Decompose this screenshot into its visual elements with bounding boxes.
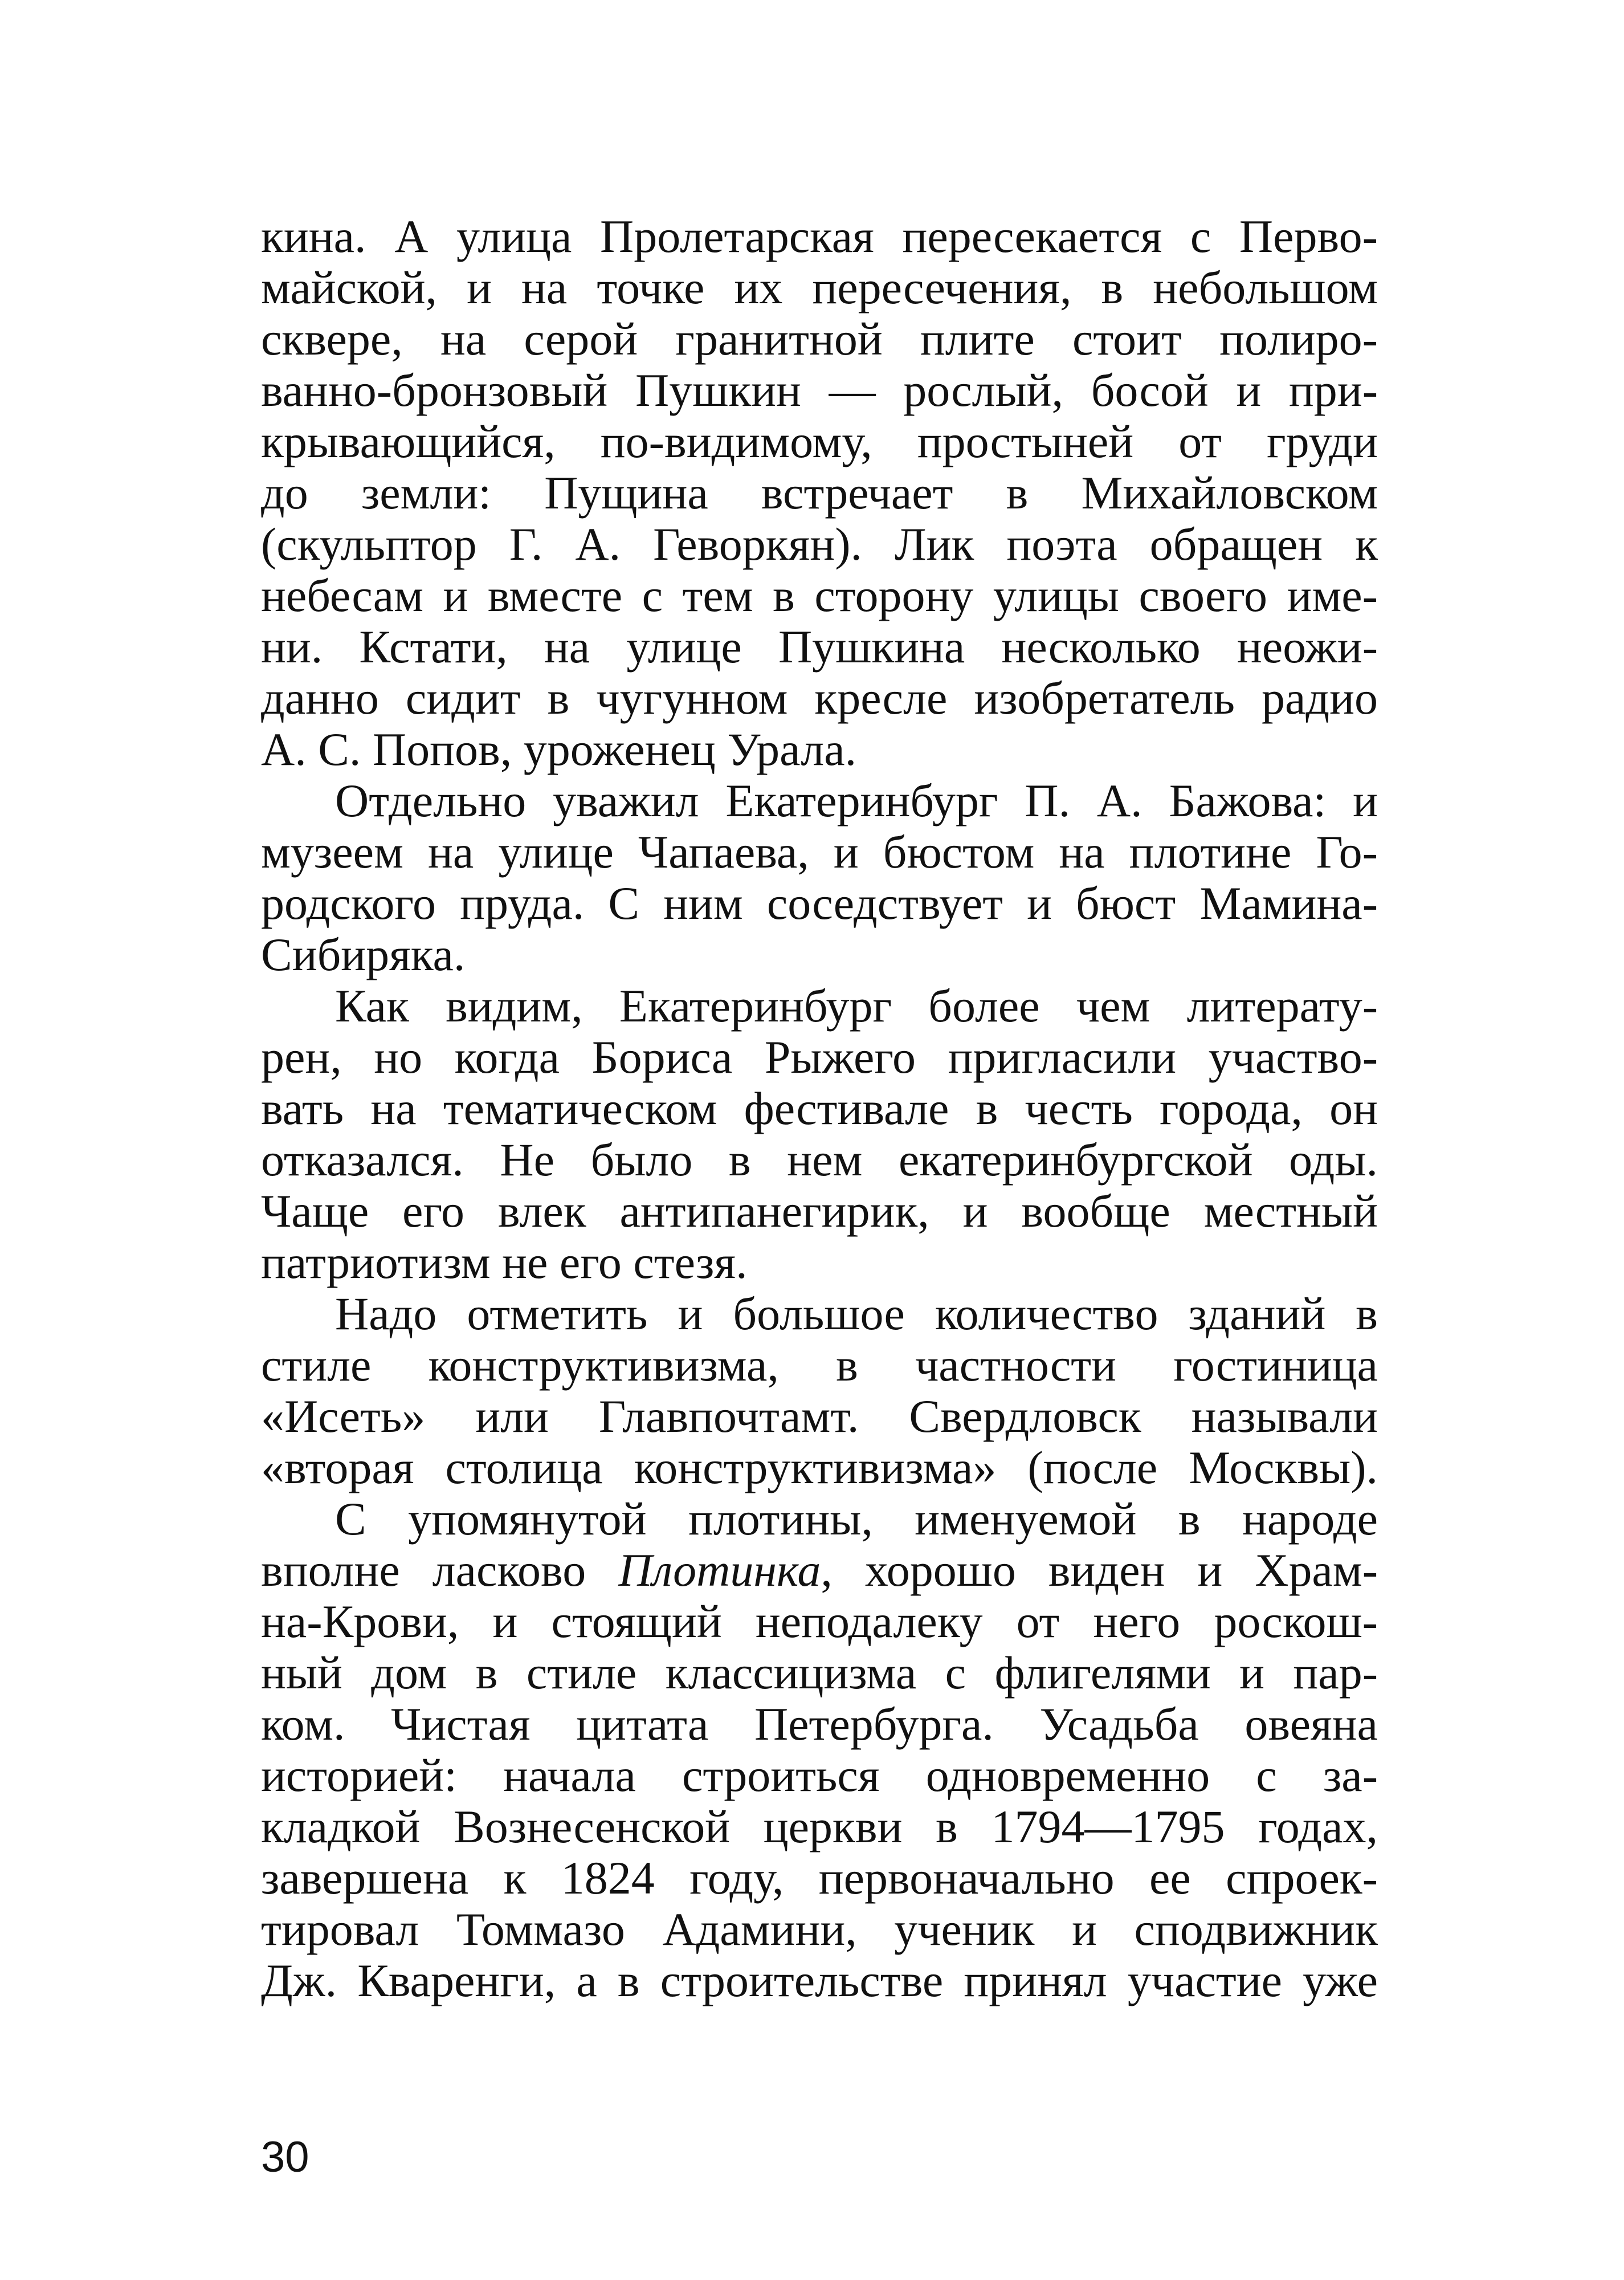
text-line: завершена к 1824 году, первоначально ее спроек- (261, 1852, 1378, 1904)
paragraph-2 (261, 775, 1378, 980)
text-line: ком. Чистая цитата Петербурга. Усадьба овеяна (261, 1698, 1378, 1750)
text-line: данно сидит в чугунном кресле изобретатель радио (261, 672, 1378, 724)
text-line: небесам и вместе с тем в сторону улицы своего име- (261, 569, 1378, 621)
text-line: на-Крови, и стоящий неподалеку от него роскош- (261, 1595, 1378, 1647)
paragraph-5 (261, 1493, 1378, 2006)
text-line: рен, но когда Бориса Рыжего пригласили участво- (261, 1031, 1378, 1083)
paragraph-4 (261, 1288, 1378, 1493)
text-line: музеем на улице Чапаева, и бюстом на плотине Го- (261, 826, 1378, 878)
text-line: Отдельно уважил Екатеринбург П. А. Бажова: и (335, 775, 1378, 826)
italic-term: Плотинка (618, 1544, 821, 1596)
text-line: ный дом в стиле классицизма с флигелями и пар- (261, 1647, 1378, 1699)
text-line: Сибиряка. (261, 929, 466, 980)
text-line: майской, и на точке их пересечения, в небольшом (261, 262, 1378, 314)
text-line: С упомянутой плотины, именуемой в народе (335, 1493, 1378, 1545)
text-line: историей: начала строиться одновременно с за- (261, 1749, 1378, 1801)
page-number: 30 (261, 2133, 309, 2181)
text-line: вать на тематическом фестивале в честь города, он (261, 1082, 1378, 1134)
text-line: «Исеть» или Главпочтамт. Свердловск называли (261, 1390, 1378, 1442)
text-line-with-italic (261, 1545, 1378, 1596)
text-line: родского пруда. С ним соседствует и бюст Мамина- (261, 877, 1378, 929)
text-line: отказался. Не было в нем екатеринбургской оды. (261, 1134, 1378, 1186)
text-line: сквере, на серой гранитной плите стоит полиро- (261, 313, 1378, 365)
text-line: Надо отметить и большое количество зданий в (335, 1288, 1378, 1339)
text-segment: , хорошо виден и Храм- (821, 1544, 1378, 1596)
paragraph-1 (261, 211, 1378, 775)
text-line: крывающийся, по-видимому, простыней от груди (261, 416, 1378, 467)
paragraph-3 (261, 980, 1378, 1288)
text-line: стиле конструктивизма, в частности гостиница (261, 1339, 1378, 1391)
text-line: ни. Кстати, на улице Пушкина несколько неожи- (261, 621, 1378, 673)
text-line: кина. А улица Пролетарская пересекается с Перво- (261, 210, 1378, 262)
page-body-text (261, 211, 1378, 2006)
text-line: ванно-бронзовый Пушкин — рослый, босой и при- (261, 364, 1378, 416)
text-line: патриотизм не его стезя. (261, 1236, 748, 1288)
text-line: Чаще его влек антипанегирик, и вообще местный (261, 1185, 1378, 1237)
text-line: тировал Томмазо Адамини, ученик и сподвижник (261, 1903, 1378, 1955)
text-line: кладкой Вознесенской церкви в 1794—1795 годах, (261, 1801, 1378, 1852)
text-line: А. С. Попов, уроженец Урала. (261, 723, 857, 775)
text-line: «вторая столица конструктивизма» (после Москвы). (261, 1442, 1378, 1493)
text-line: Дж. Кваренги, а в строительстве принял участие уже (261, 1955, 1378, 2006)
text-segment: вполне ласково (261, 1544, 619, 1596)
text-line: до земли: Пущина встречает в Михайловском (261, 467, 1378, 519)
text-line: Как видим, Екатеринбург более чем литерату- (335, 980, 1378, 1032)
text-line: (скульптор Г. А. Геворкян). Лик поэта обращен к (261, 518, 1378, 570)
